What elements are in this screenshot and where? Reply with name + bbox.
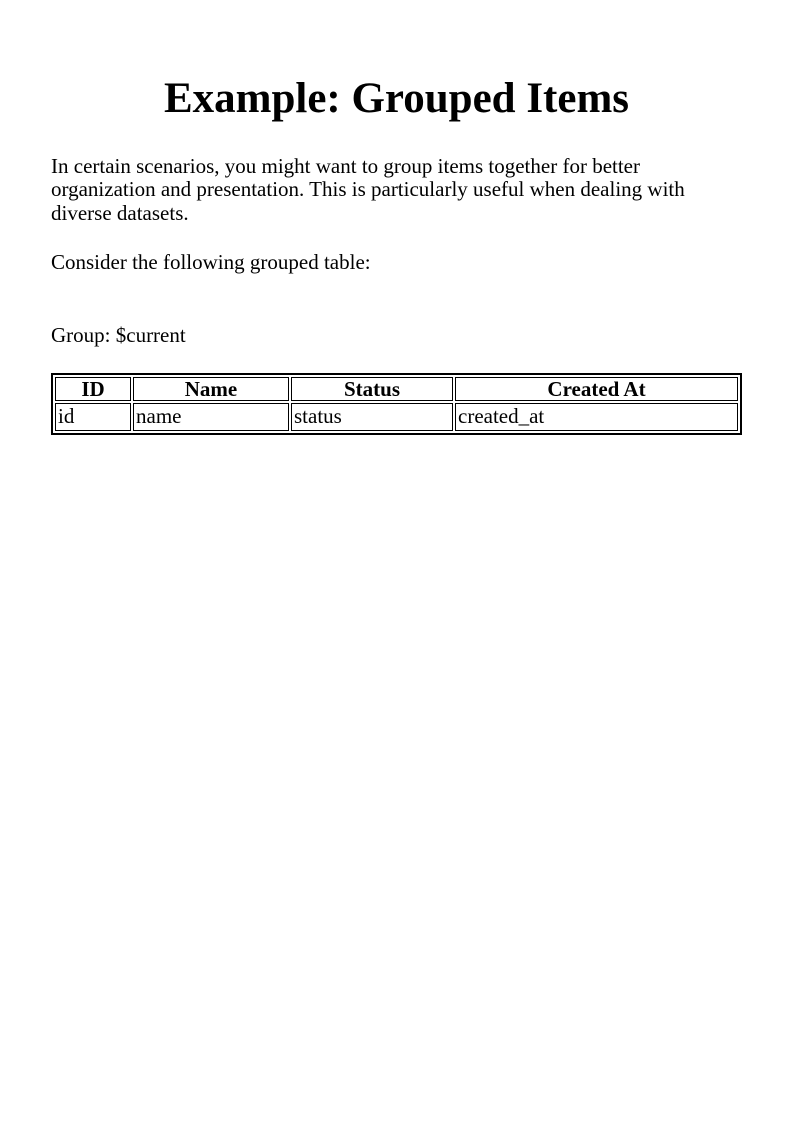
cell-name: name: [133, 403, 289, 431]
intro-paragraph: In certain scenarios, you might want to group items together for better organization and presentation. This is particularly useful when dealing with diverse datasets.: [51, 153, 685, 225]
column-header-status: Status: [291, 377, 453, 401]
column-header-name: Name: [133, 377, 289, 401]
consider-text: Consider the following grouped table:: [51, 250, 371, 275]
page-title: Example: Grouped Items: [163, 75, 630, 122]
cell-id: id: [55, 403, 131, 431]
table-header-row: [55, 377, 738, 401]
group-label: Group: $current: [51, 322, 186, 347]
grouped-items-table: [51, 373, 742, 435]
cell-created-at: created_at: [455, 403, 738, 431]
cell-status: status: [291, 403, 453, 431]
column-header-created-at: Created At: [455, 377, 738, 401]
table-row: [55, 403, 738, 431]
column-header-id: ID: [55, 377, 131, 401]
